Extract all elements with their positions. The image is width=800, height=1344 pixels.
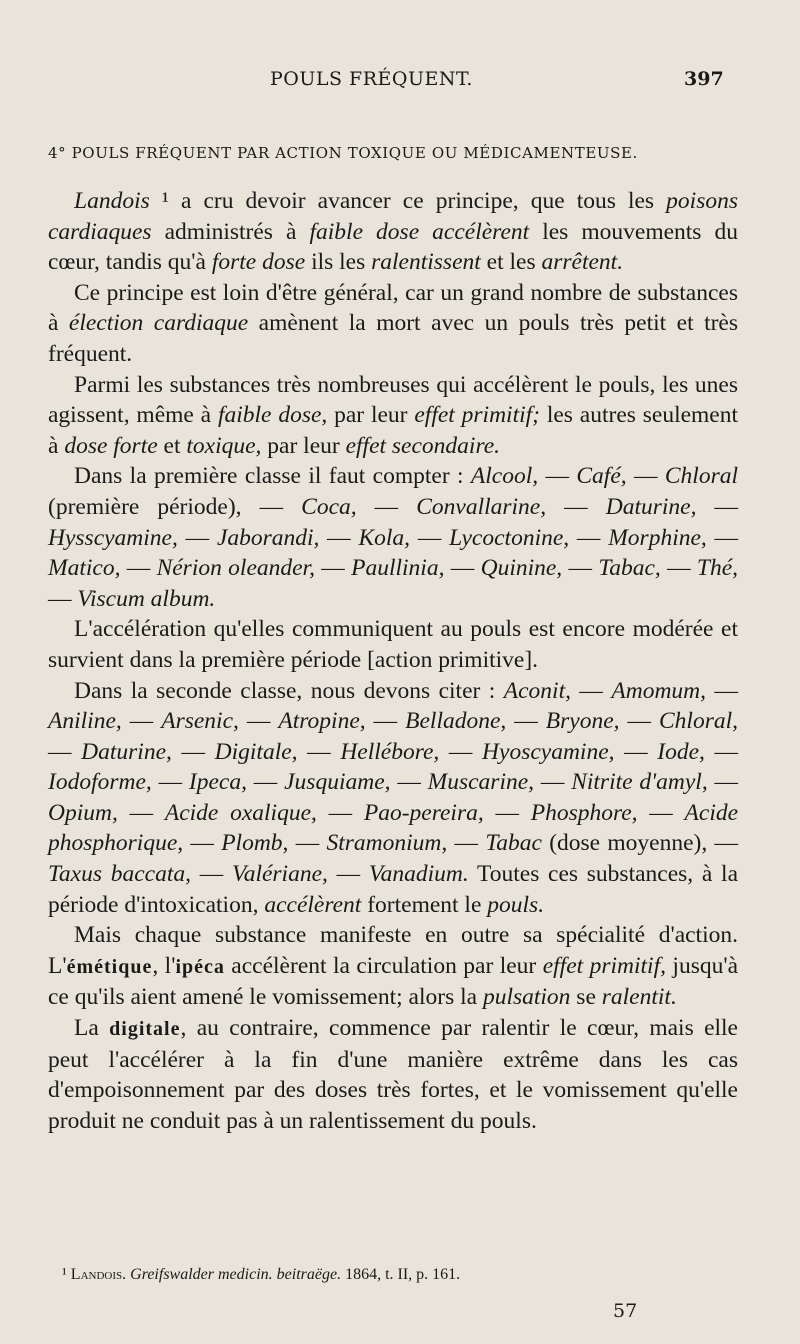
italic-term: Hysscyamine, [48,524,178,551]
text-run: , au contraire, commence par ralentir le cœur, mais elle peut l'accélérer à la fin d'une manière extrême dans les cas d'empoisonnement par des doses très fortes, et le vomissement qu'elle produit ne conduit pas à un ralentissement du pouls. [48,1015,738,1134]
text-run: — [447,830,486,857]
italic-term: Alcool, [470,463,539,490]
italic-term: Viscum album. [77,585,216,612]
text-run: les autres seulement à [48,402,739,459]
italic-term: Pao-pereira, [363,799,484,826]
italic-term: Iodoforme, [48,769,152,796]
emphasis-term: émétique [66,955,153,978]
text-run: — [183,830,222,857]
italic-term: Digitale, [214,738,298,765]
text-run: Dans la seconde classe, nous devons citer : [74,677,504,704]
text-run: — [48,585,78,612]
italic-term: faible dose, [217,402,328,429]
text-run: — [439,738,483,765]
italic-term: Jaborandi, [216,524,320,551]
italic-term: Morphine, [608,524,707,551]
text-run: — [365,708,406,735]
text-run: — [190,861,232,888]
italic-term: Vanadium. [368,861,469,888]
italic-term: Thé, [696,555,739,582]
text-run: — [117,799,165,826]
page-number: 397 [684,68,724,90]
text-run: — [444,555,481,582]
text-run: — [614,738,658,765]
italic-term: Aniline, [48,708,122,735]
text-run: Parmi les substances très nombreuses qui accélèrent le pouls, les unes agissent, même à [48,371,738,429]
text-run: — [171,738,215,765]
text-run: — [238,708,279,735]
italic-term: effet primitif, [542,952,666,979]
text-run: Ce principe est loin d'être général, car un grand nombre de substances à [48,279,738,337]
footnote-author: Landois. [70,1266,127,1283]
italic-term: pulsation [482,984,571,1011]
italic-term: effet secondaire. [345,432,501,459]
italic-term: Atropine, [278,708,366,735]
italic-term: Tabac [485,830,542,857]
emphasis-term: ipéca [175,955,225,978]
text-run: — [121,708,162,735]
text-run: — [569,524,609,551]
running-title: POULS FRÉQUENT. [270,68,473,90]
text-run: — [356,493,417,520]
text-run: accélèrent la circulation par leur [224,952,543,979]
italic-term: faible dose accélèrent [309,218,530,245]
italic-term: élection cardiaque [68,310,249,337]
italic-term: ralentit. [601,984,677,1011]
text-run: (première période), — [48,493,302,520]
italic-term: ralentissent [371,249,481,276]
text-run: Toutes ces substances, à la période d'intoxication, [48,861,739,918]
italic-term: Daturine, [81,738,172,765]
text-run: — [660,555,697,582]
italic-term: Convallarine, [416,493,547,520]
footnote-title: Greifswalder medicin. beitraëge. [130,1266,342,1283]
text-run: — [538,463,577,490]
text-run: — [704,738,739,765]
text-run: — [570,677,612,704]
text-run: — [619,708,659,735]
text-run: — [316,799,364,826]
italic-term: accélèrent [264,891,362,918]
section-heading: 4° POULS FRÉQUENT PAR ACTION TOXIQUE OU MÉDICAMENTEUSE. [48,144,638,162]
text-run: ¹ a cru devoir avancer ce principe, que tous les [149,188,667,214]
text-run: — [637,799,685,826]
italic-term: pouls. [487,891,545,918]
text-run: — [319,524,359,551]
italic-term: toxique, [186,432,262,459]
italic-term: dose forte [64,432,158,459]
italic-term: Quinine, [480,555,563,582]
italic-term: Chloral [664,463,738,490]
text-run: — [48,738,82,765]
text-run: — [151,769,189,796]
text-run: — [534,769,572,796]
text-run: Dans la première classe il faut compter : [74,463,471,490]
italic-term: Landois [74,188,150,214]
paragraph [48,461,738,614]
paragraph [48,920,738,1013]
italic-term: Arsenic, [161,708,239,735]
text-run: (dose moyenne), — [541,830,739,857]
text-run: ils les [305,249,372,276]
italic-term: Nérion oleander, [156,555,315,582]
italic-term: Jusquiame, [284,769,391,796]
text-run: — [177,524,217,551]
paragraph [48,278,738,370]
italic-term: Stramonium, [326,830,448,857]
italic-term: effet primitif; [414,402,540,429]
italic-term: Café, [576,463,627,490]
italic-term: forte dose [211,249,306,276]
italic-term: Bryone, [545,708,620,735]
paragraph [48,676,738,921]
italic-term: Ipeca, [188,769,247,796]
italic-term: Lycoctonine, [449,524,570,551]
text-run: administrés à [151,218,310,245]
text-run: La [74,1015,110,1042]
text-run: — [314,555,352,582]
italic-term: Acide phosphorique, [48,799,739,857]
text-run: jusqu'à ce qu'ils aient amené le vomissement; alors la [48,952,739,1011]
italic-term: Amomum, [611,677,707,704]
text-run: — [562,555,599,582]
footnote [62,1266,742,1284]
italic-term: Tabac, [598,555,661,582]
text-run: les mouvements du cœur, tandis qu'à [48,218,738,276]
text-run: — [410,524,450,551]
italic-term: Phosphore, [530,799,638,826]
signature-mark: 57 [613,1300,638,1322]
body-text [48,186,738,1136]
text-run: L'accélération qu'elles communiquent au pouls est encore modérée et survient dans la première période [action primitive]. [48,616,738,673]
text-run: — [706,677,738,704]
paragraph [48,370,738,462]
italic-term: Taxus baccata, [48,861,191,888]
text-run: — [246,769,285,796]
paragraph [48,614,738,675]
text-run: — [696,493,738,520]
text-run: et les [480,249,542,276]
running-head [0,62,800,96]
text-run: — [546,493,606,520]
text-run: , l' [152,952,176,979]
italic-term: arrêtent. [541,249,624,276]
text-run: — [120,555,157,582]
text-run: Mais chaque substance manifeste en outre sa spécialité d'action. L' [48,922,738,979]
italic-term: Matico, [48,555,121,582]
text-run: fortement le [361,891,488,918]
italic-term: Chloral, [659,708,739,735]
italic-term: Acide oxalique, [164,799,317,826]
text-run: — [706,524,739,551]
italic-term: Daturine, [605,493,697,520]
text-run: — [707,769,739,796]
italic-term: poisons cardiaques [48,188,738,245]
italic-term: Paullinia, [351,555,445,582]
footnote-details: 1864, t. II, p. 161. [345,1266,461,1283]
italic-term: Iode, [657,738,705,765]
italic-term: Kola, [358,524,411,551]
italic-term: Nitrite d'amyl, [571,769,708,796]
italic-term: Muscarine, [427,769,535,796]
italic-term: Plomb, [221,830,289,857]
paragraph [48,186,738,278]
footnote-marker: ¹ [62,1266,67,1283]
italic-term: Hyoscyamine, [482,738,615,765]
italic-term: Coca, [301,493,357,520]
italic-term: Valériane, [231,861,328,888]
italic-term: Belladone, [405,708,507,735]
text-run: — [288,830,327,857]
text-run: — [327,861,369,888]
text-run: — [506,708,546,735]
text-run: — [483,799,531,826]
italic-term: Hellébore, [340,738,440,765]
text-run: par leur [261,432,346,459]
text-run: et [157,432,187,459]
text-run: par leur [327,402,415,429]
text-run: — [626,463,665,490]
text-run: se [570,984,602,1011]
text-run: — [297,738,341,765]
text-run: amènent la mort avec un pouls très petit et très fréquent. [48,310,739,367]
italic-term: Aconit, [503,677,571,704]
text-run: — [390,769,428,796]
paragraph [48,1013,738,1136]
italic-term: Opium, [48,799,118,826]
emphasis-term: digitale [109,1018,181,1041]
